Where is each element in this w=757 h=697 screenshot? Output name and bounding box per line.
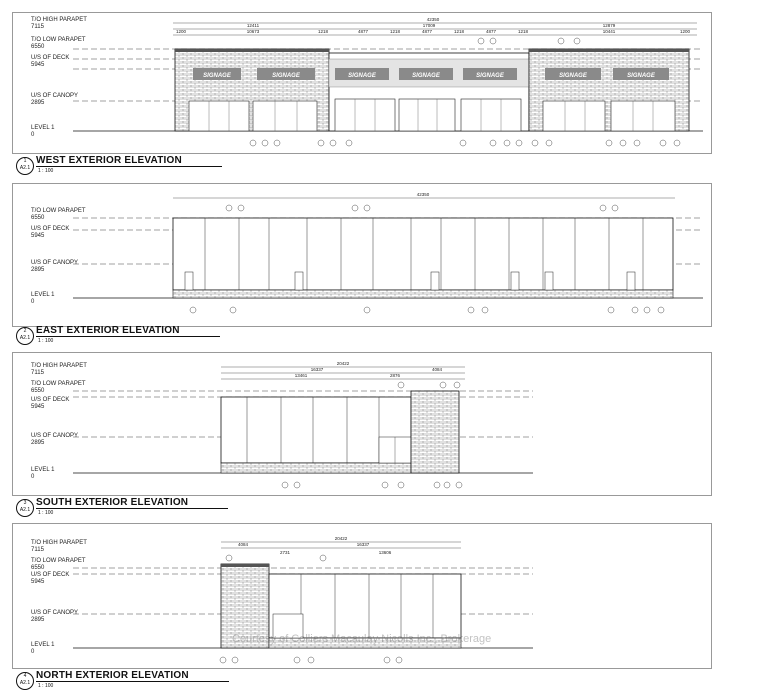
level-label <box>31 433 78 447</box>
level-name: LEVEL 1 <box>31 642 55 648</box>
level-value: 7115 <box>31 24 44 30</box>
level-label <box>31 208 86 222</box>
signage-label: SIGNAGE <box>476 73 504 79</box>
level-label <box>31 397 69 411</box>
south-dim: 16337 <box>310 367 324 372</box>
west-dim: 4877 <box>485 29 497 34</box>
signage-label: SIGNAGE <box>627 73 655 79</box>
level-label <box>31 610 78 624</box>
level-name: T/O HIGH PARAPET <box>31 17 87 23</box>
level-value: 5945 <box>31 62 45 68</box>
level-value: 7115 <box>31 547 44 553</box>
level-name: U/S OF CANOPY <box>31 260 79 266</box>
signage-label: SIGNAGE <box>203 73 231 79</box>
level-name: U/S OF DECK <box>31 572 70 578</box>
south-elevation-panel <box>12 352 712 496</box>
level-value: 0 <box>31 299 35 305</box>
view-number-bubble: 4 A2.1 <box>16 672 34 690</box>
north-elevation-drawing <box>13 524 711 668</box>
signage-label: SIGNAGE <box>348 73 376 79</box>
west-dim: 1218 <box>453 29 465 34</box>
view-scale: 1 : 100 <box>38 510 54 516</box>
north-dim: 2731 <box>279 550 291 555</box>
level-name: T/O LOW PARAPET <box>31 558 86 564</box>
west-dim: 12879 <box>602 23 616 28</box>
level-name: U/S OF CANOPY <box>31 610 79 616</box>
level-value: 6550 <box>31 215 45 221</box>
west-dim: 1200 <box>679 29 691 34</box>
west-dim: 1218 <box>517 29 529 34</box>
level-label <box>31 260 78 274</box>
south-dim: 4084 <box>431 367 443 372</box>
level-label <box>31 93 78 107</box>
level-value: 6550 <box>31 388 45 394</box>
west-dim: 4877 <box>421 29 433 34</box>
level-label <box>31 558 86 572</box>
level-value: 5945 <box>31 404 45 410</box>
north-dim: 13606 <box>378 550 392 555</box>
east-dim-overall: 42350 <box>416 192 430 197</box>
west-elevation-drawing <box>13 13 711 153</box>
level-name: T/O HIGH PARAPET <box>31 363 87 369</box>
level-name: LEVEL 1 <box>31 292 55 298</box>
level-value: 2895 <box>31 267 45 273</box>
west-dim: 1200 <box>175 29 187 34</box>
east-elevation-panel <box>12 183 712 327</box>
level-label <box>31 642 54 656</box>
level-label <box>31 226 69 240</box>
view-number-bubble: 1 A2.1 <box>16 157 34 175</box>
west-dim: 1218 <box>317 29 329 34</box>
west-dim: 1218 <box>389 29 401 34</box>
level-value: 0 <box>31 132 35 138</box>
view-scale: 1 : 100 <box>38 338 54 344</box>
level-name: U/S OF DECK <box>31 397 70 403</box>
west-elevation-panel <box>12 12 712 154</box>
level-value: 5945 <box>31 579 45 585</box>
view-title: EAST EXTERIOR ELEVATION <box>36 325 220 337</box>
level-name: T/O LOW PARAPET <box>31 37 86 43</box>
north-dim: 4084 <box>237 542 249 547</box>
signage-label: SIGNAGE <box>412 73 440 79</box>
level-label <box>31 467 54 481</box>
west-dim: 4877 <box>357 29 369 34</box>
level-value: 0 <box>31 474 35 480</box>
level-value: 5945 <box>31 233 45 239</box>
south-dim: 2876 <box>389 373 401 378</box>
signage-label: SIGNAGE <box>559 73 587 79</box>
level-label <box>31 381 86 395</box>
north-dim: 16337 <box>356 542 370 547</box>
east-elevation-drawing <box>13 184 711 326</box>
level-value: 6550 <box>31 565 45 571</box>
level-value: 2895 <box>31 617 45 623</box>
level-label <box>31 55 69 69</box>
level-name: U/S OF CANOPY <box>31 93 79 99</box>
level-label <box>31 37 86 51</box>
level-name: LEVEL 1 <box>31 467 55 473</box>
level-name: LEVEL 1 <box>31 125 55 131</box>
level-name: T/O HIGH PARAPET <box>31 540 87 546</box>
west-dim: 10441 <box>602 29 616 34</box>
view-title: SOUTH EXTERIOR ELEVATION <box>36 497 228 509</box>
level-label <box>31 17 87 31</box>
level-label <box>31 125 54 139</box>
north-dim-overall: 20422 <box>334 536 348 541</box>
view-title: WEST EXTERIOR ELEVATION <box>36 155 222 167</box>
level-value: 2895 <box>31 440 45 446</box>
view-scale: 1 : 100 <box>38 168 54 174</box>
level-label <box>31 292 54 306</box>
brokerage-watermark: Courtesy of Colliers Macaulay Nicolls Inc., Brokerage <box>232 633 492 645</box>
view-number-bubble: 3 A2.1 <box>16 499 34 517</box>
view-scale: 1 : 100 <box>38 683 54 689</box>
north-elevation-panel <box>12 523 712 669</box>
west-dim-overall: 42350 <box>426 17 440 22</box>
level-name: T/O LOW PARAPET <box>31 208 86 214</box>
level-label <box>31 540 87 554</box>
signage-label: SIGNAGE <box>272 73 300 79</box>
level-name: U/S OF DECK <box>31 226 70 232</box>
west-dim: 10673 <box>246 29 260 34</box>
level-label <box>31 363 87 377</box>
west-dim: 17009 <box>422 23 436 28</box>
level-value: 6550 <box>31 44 45 50</box>
level-value: 7115 <box>31 370 44 376</box>
view-title: NORTH EXTERIOR ELEVATION <box>36 670 229 682</box>
level-value: 2895 <box>31 100 45 106</box>
level-value: 0 <box>31 649 35 655</box>
west-dim: 12411 <box>246 23 260 28</box>
south-dim-overall: 20422 <box>336 361 350 366</box>
level-name: T/O LOW PARAPET <box>31 381 86 387</box>
level-label <box>31 572 69 586</box>
south-dim: 13461 <box>294 373 308 378</box>
level-name: U/S OF DECK <box>31 55 70 61</box>
view-number-bubble: 2 A2.1 <box>16 327 34 345</box>
level-name: U/S OF CANOPY <box>31 433 79 439</box>
south-elevation-drawing <box>13 353 711 495</box>
